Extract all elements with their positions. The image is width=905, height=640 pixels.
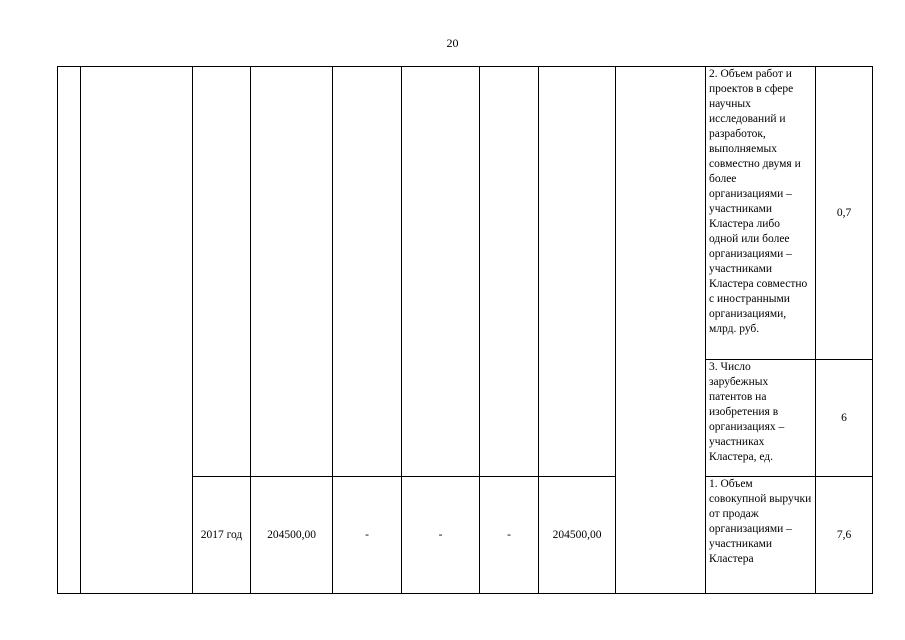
- indicator-text: 2. Объем работ и проектов в сфере научных исследований и разработок, выполняемых совместно двумя и более организациями – участниками Кластера либо одной или более организациями – участниками Кластера совместно с иностранными организациями, млрд. руб.: [706, 67, 816, 360]
- table-cell-total: [251, 67, 333, 477]
- indicator-value: 7,6: [816, 477, 873, 594]
- table-row: [58, 67, 873, 360]
- table-cell-year: [193, 67, 251, 477]
- table-cell-col-c: [402, 67, 480, 477]
- amount-cell: 204500,00: [539, 477, 616, 594]
- page-number: 20: [446, 36, 459, 50]
- amount-cell: -: [333, 477, 402, 594]
- table-cell-col-d: [480, 67, 539, 477]
- indicator-text: 3. Число зарубежных патентов на изобретения в организациях – участниках Кластера, ед.: [706, 360, 816, 477]
- table-cell-result: [616, 67, 706, 594]
- amount-cell: -: [480, 477, 539, 594]
- funding-table: [57, 66, 873, 594]
- total-amount-cell: 204500,00: [251, 477, 333, 594]
- amount-cell: -: [402, 477, 480, 594]
- table-cell-col-b: [333, 67, 402, 477]
- indicator-value: 0,7: [816, 67, 873, 360]
- table-cell-col-e: [539, 67, 616, 477]
- indicator-value: 6: [816, 360, 873, 477]
- table-cell-name: [81, 67, 193, 594]
- table-cell-number: [58, 67, 81, 594]
- indicator-text: 1. Объем совокупной выручки от продаж организациями – участниками Кластера: [706, 477, 816, 594]
- year-cell: 2017 год: [193, 477, 251, 594]
